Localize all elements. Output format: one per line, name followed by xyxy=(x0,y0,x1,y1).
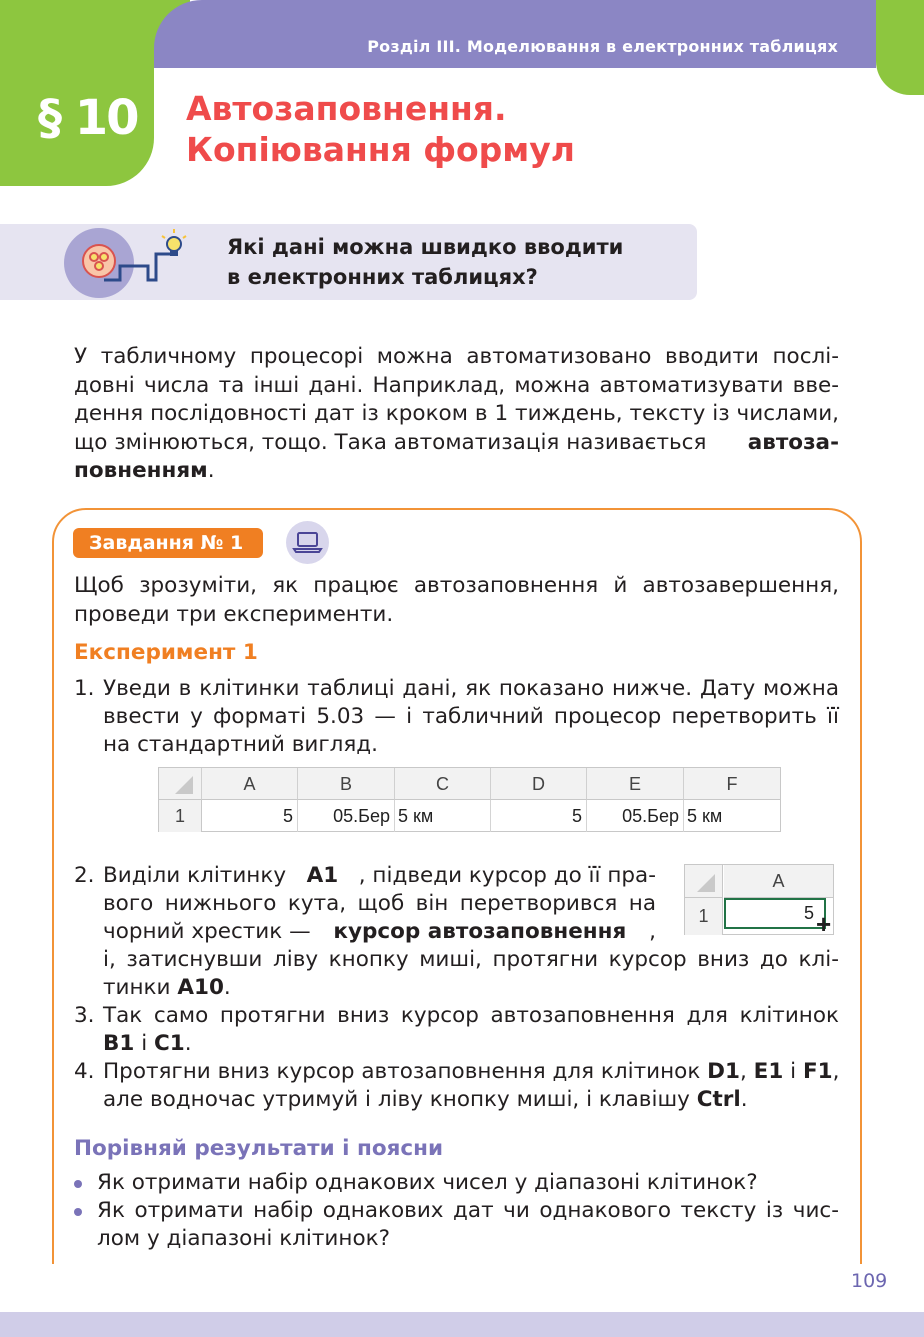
step-line xyxy=(103,918,656,947)
step-term: D1 xyxy=(707,1059,740,1084)
step-text: , xyxy=(832,1059,840,1084)
autofill-cursor-icon: + xyxy=(816,909,832,939)
step-text: , підведи курсор до її пра- xyxy=(358,863,656,888)
title-line: Копіювання формул xyxy=(186,130,575,169)
step-term: A1 xyxy=(306,863,339,888)
title-line: Автозаповнення. xyxy=(186,89,507,128)
step-line: ввести у форматі 5.03 — і табличний процесор перетворить її xyxy=(103,704,839,729)
step-line: Уведи в клітинки таблиці дані, як показано нижче. Дату можна xyxy=(103,676,839,701)
page-number: 109 xyxy=(851,1270,888,1292)
footer-bar xyxy=(0,1312,924,1337)
task-intro-line: проведи три експерименти. xyxy=(74,602,394,627)
step-line: і, затиснувши ліву кнопку миші, протягни курсор вниз до клі- xyxy=(103,947,839,972)
bullet-text: Як отримати набір однакових чисел у діапазоні клітинок? xyxy=(97,1170,758,1195)
cell-f1: 5 км xyxy=(687,806,723,826)
step-text: чорний хрестик — xyxy=(103,919,311,944)
step-text: . xyxy=(223,975,231,1000)
row-header: 1 xyxy=(159,800,202,832)
intro-line: дення послідовності дат із кроком в 1 тиждень, тексту із числами, xyxy=(74,401,839,426)
step-text: але водночас утримуй і ліву кнопку миші, і клавішу xyxy=(103,1087,697,1112)
step-text: , xyxy=(649,919,656,944)
frame-cutoff xyxy=(40,1264,880,1312)
step-line xyxy=(103,1030,192,1059)
step-term: курсор автозаповнення xyxy=(333,919,627,944)
question-text xyxy=(227,232,623,292)
task-intro-line: Щоб зрозуміти, як працює автозаповнення й автозавершення, xyxy=(74,573,839,598)
step-text: Протягни вниз курсор автозаповнення для клітинок xyxy=(103,1059,708,1084)
question-line: в електронних таблицях? xyxy=(227,265,538,289)
intro-line xyxy=(74,429,839,458)
intro-line: У табличному процесорі можна автоматизовано вводити послі- xyxy=(74,344,839,369)
intro-term: повненням xyxy=(74,458,208,483)
cell-d1: 5 xyxy=(491,800,587,832)
step-term: B1 xyxy=(103,1031,135,1056)
intro-text: що змінюються, тощо. Така автоматизація називається xyxy=(74,429,707,455)
brain-lightbulb-icon xyxy=(64,224,194,300)
corner-decoration xyxy=(876,0,924,95)
step-text: . xyxy=(184,1031,192,1056)
step-text: Виділи клітинку xyxy=(103,863,287,888)
step-line: Так само протягни вниз курсор автозаповнення для клітинок xyxy=(103,1003,839,1028)
step-line xyxy=(103,862,656,891)
task-badge: Завдання № 1 xyxy=(73,528,263,558)
chapter-label: Розділ III. Моделювання в електронних таблицях xyxy=(367,37,838,56)
intro-term: автоза- xyxy=(747,429,839,455)
section-number: § 10 xyxy=(38,90,138,146)
row-header: 1 xyxy=(685,898,723,935)
step-line xyxy=(103,1058,839,1087)
select-all-corner xyxy=(159,768,202,800)
step-line: вого нижнього кута, щоб він перетворився на xyxy=(103,891,656,916)
column-header: B xyxy=(298,768,395,800)
step-term: F1 xyxy=(802,1059,833,1084)
column-header: F xyxy=(684,768,780,800)
column-header: E xyxy=(587,768,684,800)
spreadsheet-example xyxy=(158,767,781,832)
bullet-icon xyxy=(74,1208,82,1216)
step-text: тинки xyxy=(103,975,178,1000)
chapter-header-bar xyxy=(154,0,876,68)
experiment-title: Експеримент 1 xyxy=(74,640,258,665)
bullet-text: Як отримати набір однакових дат чи однакового тексту із чис- xyxy=(97,1198,839,1223)
step-number: 3. xyxy=(74,1003,95,1028)
step-number: 4. xyxy=(74,1059,95,1084)
step-text: , xyxy=(739,1059,754,1084)
cell-a1: 5 xyxy=(202,800,298,832)
step-line xyxy=(103,1086,748,1115)
step-term: A10 xyxy=(177,975,224,1000)
bullet-icon xyxy=(74,1180,82,1188)
intro-text: . xyxy=(207,458,215,483)
laptop-icon xyxy=(286,521,329,564)
step-term: C1 xyxy=(154,1031,185,1056)
selected-cell-a1: 5 xyxy=(724,898,826,929)
column-header: D xyxy=(491,768,587,800)
intro-line: довні числа та інші дані. Наприклад, можна автоматизувати вве- xyxy=(74,372,839,398)
step-number: 1. xyxy=(74,676,95,701)
step-term: Ctrl xyxy=(696,1087,741,1112)
step-text: і xyxy=(134,1031,155,1056)
step-term: E1 xyxy=(753,1059,784,1084)
page-title xyxy=(186,88,575,170)
bullet-text: лом у діапазоні клітинок? xyxy=(97,1226,391,1251)
cell-c1: 5 км xyxy=(395,800,491,832)
cell-b1: 05.Бер xyxy=(298,800,395,832)
step-line xyxy=(103,974,231,1003)
intro-line xyxy=(74,457,839,486)
column-header: C xyxy=(395,768,491,800)
autofill-cursor-example xyxy=(684,864,834,939)
compare-title: Порівняй результати і поясни xyxy=(74,1136,444,1161)
step-text: . xyxy=(740,1087,748,1112)
column-header: A xyxy=(202,768,298,800)
cell-e1: 05.Бер xyxy=(587,800,684,832)
column-header: A xyxy=(724,865,833,898)
step-line: на стандартний вигляд. xyxy=(103,732,379,757)
step-number: 2. xyxy=(74,863,95,888)
select-all-corner xyxy=(685,865,723,898)
intro-paragraph xyxy=(74,343,839,486)
step-text: і xyxy=(783,1059,803,1084)
question-line: Які дані можна швидко вводити xyxy=(227,235,624,259)
